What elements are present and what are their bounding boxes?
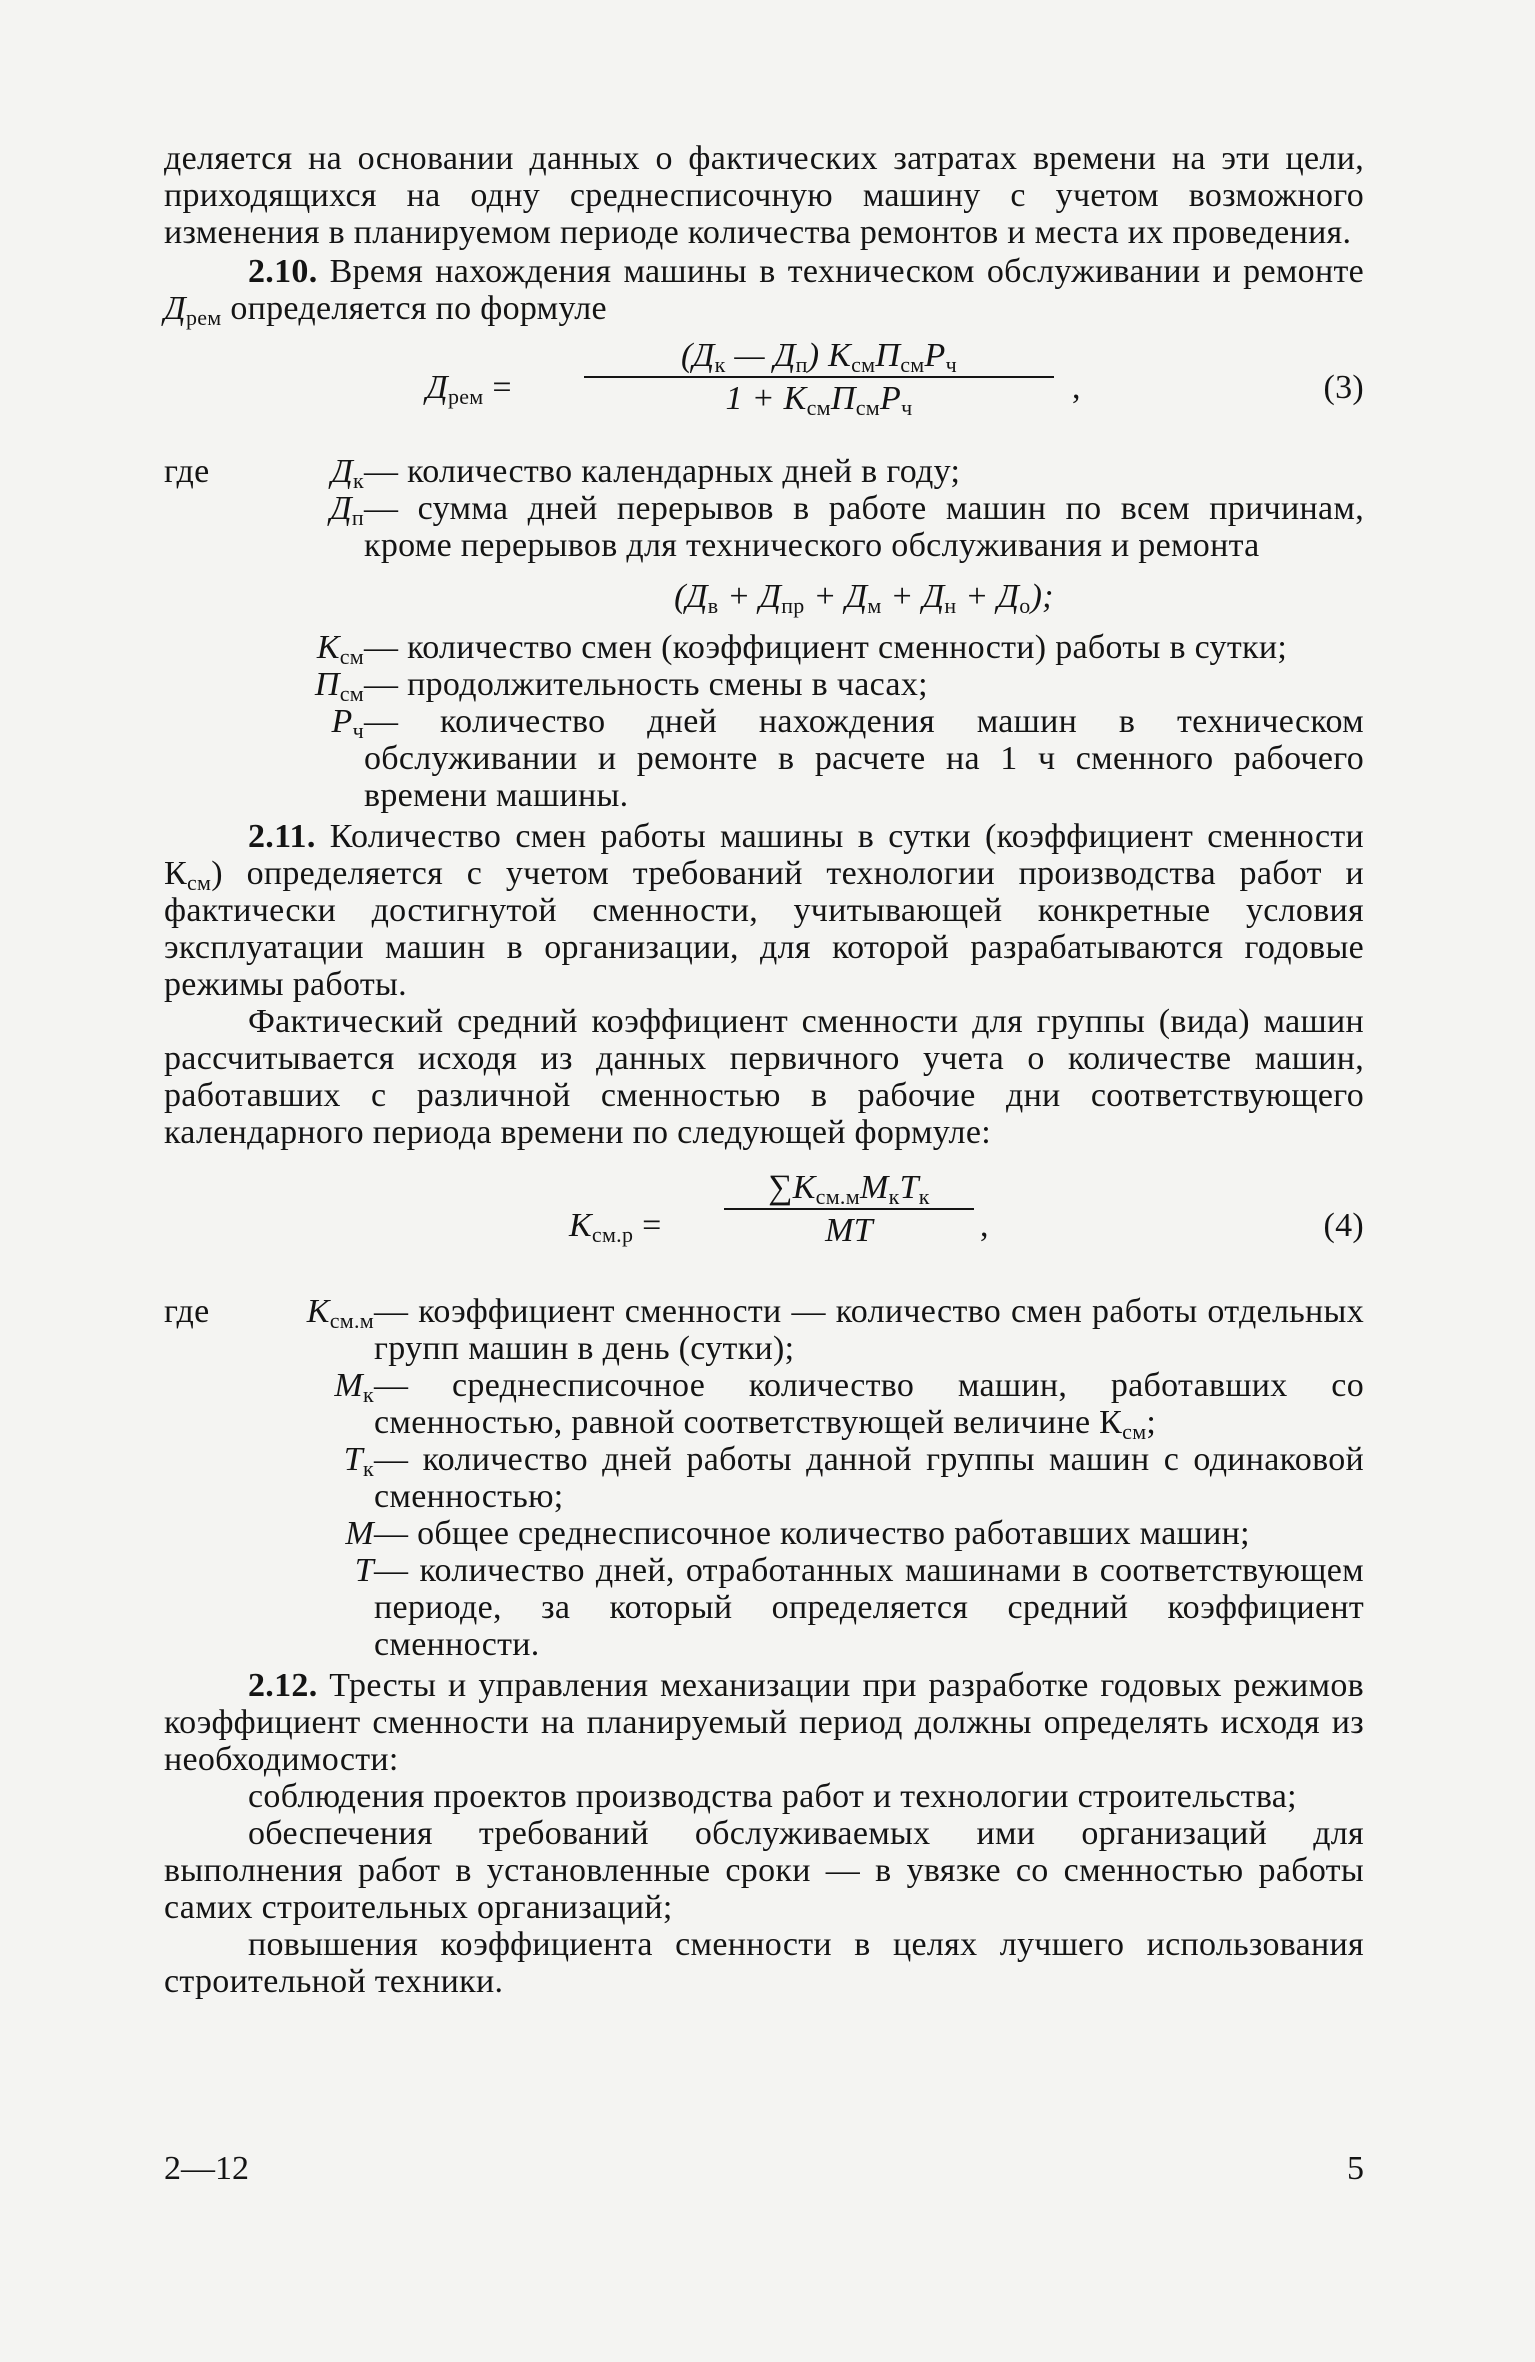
- num-sub: см: [900, 352, 925, 377]
- denominator: МТ: [825, 1212, 873, 1249]
- definition-item: [164, 1552, 1364, 1663]
- formula-lhs: [426, 369, 512, 409]
- num-sub: п: [795, 352, 808, 377]
- breakdown-formula: $(Д_в + Д_{пр} + Д_м + Д_н + Д_о)$;: [674, 578, 1054, 618]
- definition-item: [164, 703, 1364, 814]
- formula-fraction: [724, 1169, 974, 1249]
- section-number: 2.11.: [248, 818, 316, 855]
- formula-comma: ,: [980, 1207, 989, 1244]
- symbol: Д: [164, 290, 186, 327]
- def-symbol: $К_{см.м}$: [306, 1293, 374, 1333]
- section-text: Тресты и управления механизации при разработке годовых режимов коэффициент сменности на планируемый период должны определять исходя из необходимости:: [164, 1667, 1364, 1778]
- num-part: — Д: [725, 337, 796, 374]
- num-sub: к: [714, 352, 726, 377]
- formula-3: [164, 337, 1364, 449]
- den-sub: см: [855, 395, 881, 420]
- definition-item: [164, 1367, 1364, 1444]
- def-symbol: $Р_ч$: [331, 703, 364, 743]
- num-part: ) К: [807, 337, 852, 374]
- den-sub: см: [806, 395, 831, 420]
- symbol-sub: рем: [185, 305, 222, 330]
- equals-sign: =: [483, 369, 512, 406]
- def-text: — количество календарных дней в году;: [364, 453, 961, 490]
- definition-item: [164, 1515, 1364, 1552]
- num-sub: см: [851, 352, 876, 377]
- fraction-bar: [584, 376, 1054, 378]
- definition-item: [164, 666, 1364, 706]
- section-number: 2.12.: [248, 1667, 318, 1704]
- den-part: Р: [880, 380, 902, 417]
- num-sub: см.м: [815, 1184, 860, 1209]
- intro-paragraph: деляется на основании данных о фактических затратах времени на эти цели, приходящихся на одну среднесписочную машину с учетом возможного изменения в планируемом периоде количества ремонтов и места их проведения.: [164, 140, 1364, 251]
- formula-lhs: [569, 1207, 662, 1247]
- section-text: Количество смен работы машины в сутки (коэффициент сменности К: [164, 818, 1364, 892]
- def-text: — сумма дней перерывов в работе машин по всем причинам, кроме перерывов для технического обслуживания и ремонта: [364, 490, 1364, 564]
- definition-item: [164, 1441, 1364, 1515]
- page-number: 5: [1347, 2150, 1364, 2187]
- def-symbol: $Д_к$: [331, 453, 364, 493]
- num-part: Т: [899, 1169, 919, 1206]
- section-number: 2.10.: [248, 253, 318, 290]
- denominator: [584, 380, 1054, 420]
- def-text: — среднесписочное количество машин, работавших со сменностью, равной соответствующей величине $К_{см}$;: [374, 1367, 1364, 1444]
- num-sub: к: [888, 1184, 900, 1209]
- formula-4: [164, 1169, 1364, 1289]
- lhs-sub: рем: [447, 384, 484, 409]
- def-symbol: М: [345, 1515, 374, 1552]
- signature-mark: 2—12: [164, 2150, 249, 2187]
- def-symbol: $К_{см}$: [316, 629, 364, 669]
- numerator: [724, 1169, 974, 1209]
- section-2-11: [164, 818, 1364, 1003]
- def-symbol: $Т_к$: [343, 1441, 374, 1481]
- den-sub: ч: [901, 395, 913, 420]
- definition-item: [164, 490, 1364, 564]
- equals-sign: =: [633, 1207, 662, 1244]
- section-text: ) определяется с учетом требований технологии производства работ и фактически достигнутой сменности, учитывающей конкретные условия эксплуатации машин в организации, для которой разрабатываются годовые режимы работы.: [164, 855, 1364, 1003]
- section-text: определяется по формуле: [221, 290, 607, 327]
- lhs-symbol: Д: [426, 369, 448, 406]
- factual-paragraph: Фактический средний коэффициент сменности для группы (вида) машин рассчитывается исходя из данных первичного учета о количестве машин, работавших с различной сменностью в рабочие дни соответствующего календарного периода времени по следующей формуле:: [164, 1003, 1364, 1151]
- def-text: — количество смен (коэффициент сменности) работы в сутки;: [364, 629, 1288, 666]
- def-text: — коэффициент сменности — количество смен работы отдельных групп машин в день (сутки);: [374, 1293, 1364, 1367]
- numerator: [584, 337, 1054, 377]
- section-2-10: [164, 253, 1364, 330]
- lhs-symbol: К: [569, 1207, 592, 1244]
- equation-number: (4): [1323, 1207, 1364, 1244]
- den-part: П: [830, 380, 856, 417]
- list-item: соблюдения проектов производства работ и технологии строительства;: [248, 1778, 1297, 1815]
- num-part: П: [875, 337, 901, 374]
- sigma-symbol: ∑: [768, 1169, 793, 1206]
- def-symbol: Т: [354, 1552, 374, 1589]
- num-part: (Д: [681, 337, 715, 374]
- def-symbol: $П_{см}$: [314, 666, 364, 706]
- def-text: — общее среднесписочное количество работавших машин;: [374, 1515, 1250, 1552]
- num-sub: ч: [945, 352, 957, 377]
- def-symbol: $Д_п$: [329, 490, 364, 530]
- formula-fraction: [584, 337, 1054, 420]
- definition-item: [164, 629, 1364, 669]
- num-part: Р: [924, 337, 946, 374]
- section-2-12: [164, 1667, 1364, 1778]
- formula-comma: ,: [1072, 369, 1081, 406]
- where-label: где: [164, 453, 210, 490]
- num-part: К: [792, 1169, 816, 1206]
- section-text: Время нахождения машины в техническом обслуживании и ремонте: [317, 253, 1364, 290]
- equation-number: (3): [1323, 369, 1364, 406]
- def-symbol: $М_к$: [334, 1367, 374, 1407]
- list-item: обеспечения требований обслуживаемых ими организаций для выполнения работ в установленные сроки — в увязке со сменностью работы самих строительных организаций;: [164, 1815, 1364, 1926]
- definitions-formula-3: [164, 453, 1364, 814]
- num-sub: к: [918, 1184, 930, 1209]
- where-label: где: [164, 1293, 210, 1330]
- list-item: повышения коэффициента сменности в целях лучшего использования строительной техники.: [164, 1926, 1364, 2000]
- def-text: — количество дней нахождения машин в техническом обслуживании и ремонте в расчете на 1 ч сменного рабочего времени машины.: [364, 703, 1364, 814]
- definitions-formula-4: [164, 1293, 1364, 1663]
- page-body: [164, 140, 1364, 2000]
- lhs-sub: см.р: [591, 1222, 634, 1247]
- num-part: М: [859, 1169, 889, 1206]
- def-text: — продолжительность смены в часах;: [364, 666, 928, 703]
- den-part: 1 + К: [725, 380, 807, 417]
- definition-item: [164, 1293, 1364, 1367]
- symbol-sub: см: [186, 870, 212, 895]
- def-text: — количество дней, отработанных машинами в соответствующем периоде, за который определяется средний коэффициент сменности.: [374, 1552, 1364, 1663]
- definition-item: [164, 453, 1364, 493]
- def-text: — количество дней работы данной группы машин с одинаковой сменностью;: [374, 1441, 1364, 1515]
